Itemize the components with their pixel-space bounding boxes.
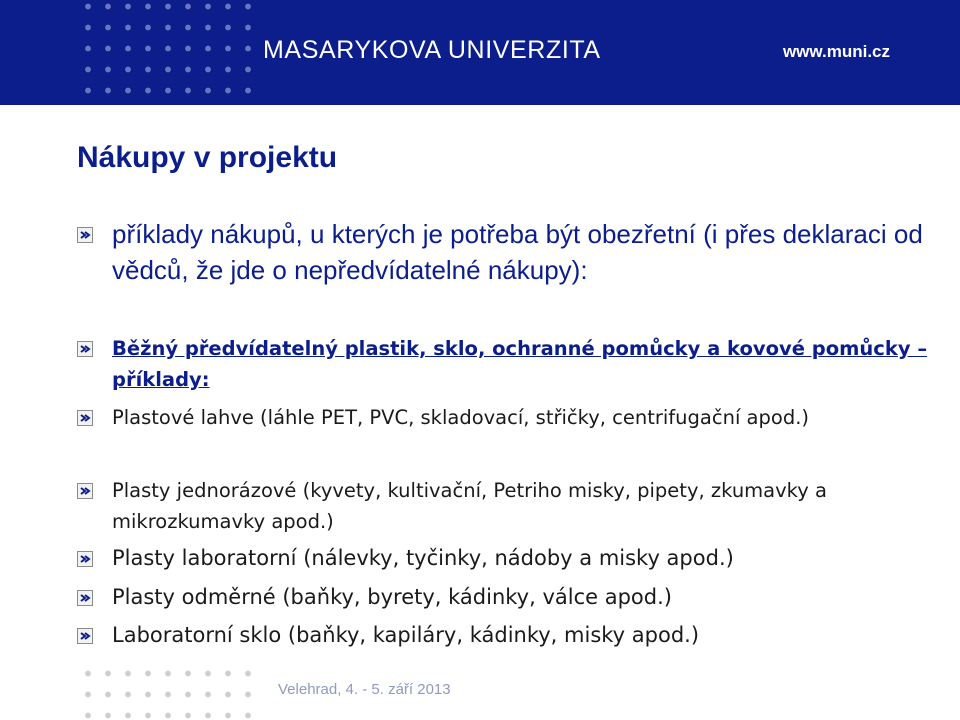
list-item: Plasty jednorázové (kyvety, kultivační, Petriho misky, pipety, zkumavky a mikrozkumavky apod.) — [112, 479, 827, 533]
header-dot-pattern — [78, 0, 258, 105]
list-item: Laboratorní sklo (baňky, kapiláry, kádinky, misky apod.) — [112, 623, 700, 647]
slide-title: Nákupy v projektu — [77, 141, 338, 174]
arrow-square-bullet-icon — [77, 410, 93, 426]
arrow-square-bullet-icon — [77, 590, 93, 606]
website-link[interactable]: www.muni.cz — [782, 42, 890, 61]
university-brand: MASARYKOVA UNIVERZITA — [263, 36, 601, 64]
intro-text: příklady nákupů, u kterých je potřeba být obezřetní (i přes deklaraci od vědců, že jde o nepředvídatelné nákupy): — [112, 219, 923, 285]
arrow-square-bullet-icon — [77, 483, 93, 499]
list-item: Plasty odměrné (baňky, byrety, kádinky, válce apod.) — [112, 585, 672, 609]
footer-dot-pattern — [78, 664, 258, 720]
arrow-square-bullet-icon — [77, 551, 93, 567]
arrow-square-bullet-icon — [77, 341, 93, 357]
arrow-square-bullet-icon — [77, 227, 93, 243]
footer-text: Velehrad, 4. - 5. září 2013 — [278, 681, 451, 698]
emphasis-text: Běžný předvídatelný plastik, sklo, ochranné pomůcky a kovové pomůcky – příklady: — [112, 337, 928, 391]
list-item: Plasty laboratorní (nálevky, tyčinky, nádoby a misky apod.) — [112, 546, 734, 570]
list-item: Plastové lahve (láhle PET, PVC, skladovací, střičky, centrifugační apod.) — [112, 406, 810, 429]
arrow-square-bullet-icon — [77, 628, 93, 644]
header-bar — [0, 0, 960, 105]
